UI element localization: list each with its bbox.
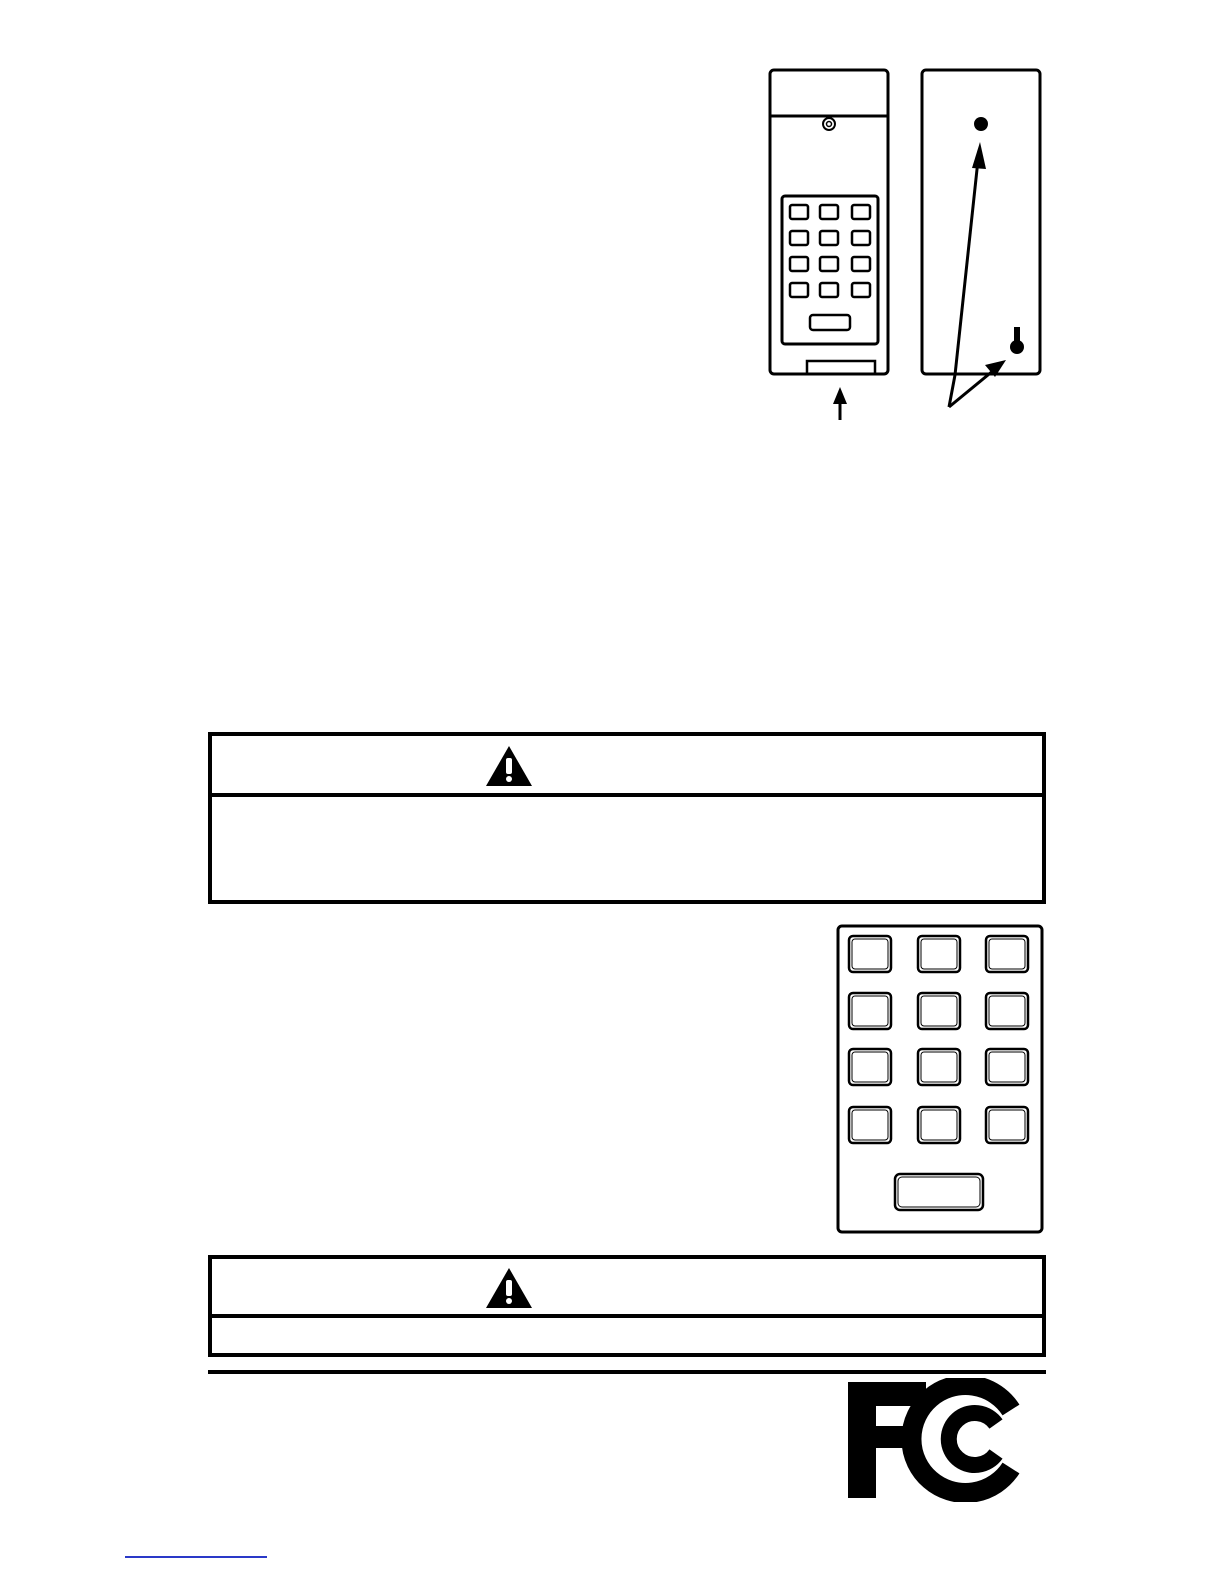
warning-box xyxy=(208,732,1046,904)
mounting-holes-icon xyxy=(922,70,1040,374)
keypad-closeup-icon xyxy=(834,922,1046,1236)
fcc-logo-icon xyxy=(846,1378,1026,1502)
warning-header xyxy=(212,1259,1042,1318)
front-arrow-icon xyxy=(833,387,847,420)
warning-triangle-icon xyxy=(484,744,534,788)
section-divider xyxy=(208,1370,1046,1374)
warning-header xyxy=(212,736,1042,797)
warning-box xyxy=(208,1255,1046,1357)
keypad-front-icon xyxy=(770,70,888,374)
warning-triangle-icon xyxy=(484,1266,534,1310)
keypad-installation-figure xyxy=(0,0,1224,440)
link-underline[interactable] xyxy=(125,1556,267,1558)
back-arrows-icon xyxy=(949,142,1006,407)
